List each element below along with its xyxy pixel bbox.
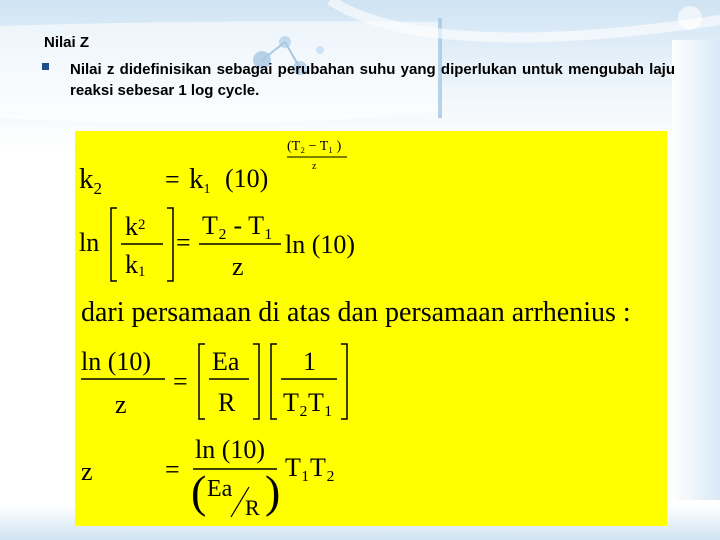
eq3-lhs-numerator: ln (10) (81, 347, 152, 376)
eq2-rhs-denominator: z (232, 252, 244, 281)
eq3-factor2-denominator: T₂T₁ (283, 388, 333, 417)
bullet-square-icon (42, 63, 49, 70)
eq2-rhs-ln: ln (10) (285, 230, 356, 259)
eq4-numerator: ln (10) (195, 435, 266, 464)
eq1-base: (10) (225, 164, 269, 193)
eq1-equals: = (165, 165, 180, 194)
eq3-factor2-numerator: 1 (303, 347, 316, 376)
slide-title: Nilai Z (44, 34, 90, 51)
eq4-open-paren: ( (191, 466, 207, 517)
eq3-equals: = (173, 367, 188, 396)
eq4-denominator-ea: Ea (207, 476, 233, 502)
eq1-lhs: $k_2$ (79, 163, 102, 198)
eq3-factor1-denominator: R (218, 388, 236, 417)
eq3-lhs-denominator: z (115, 390, 127, 419)
eq1-coef: k1 (189, 163, 211, 197)
eq2-equals: = (176, 228, 191, 257)
eq4-lhs: z (81, 457, 93, 486)
eq2-ln: ln (79, 228, 100, 257)
eq2-rhs-numerator: T₂ - T₁ (202, 211, 274, 240)
eq2-frac-denominator: k1 (125, 250, 146, 280)
eq4-equals: = (165, 455, 180, 484)
eq4-close-paren: ) (265, 466, 281, 517)
bullet-text: Nilai z didefinisikan sebagai perubahan suhu yang diperlukan untuk mengubah laju reaksi sebesar 1 log cycle. (70, 61, 675, 99)
eq1-exponent-denominator: z (312, 161, 317, 172)
arrhenius-sentence: dari persamaan di atas dan persamaan arrhenius : (81, 297, 631, 328)
eq1-exponent-numerator: (T₂ − T₁ ) (287, 139, 342, 154)
formula-panel (75, 131, 667, 526)
eq2-frac-numerator: $k^2$ (125, 212, 146, 241)
eq3-factor1-numerator: Ea (212, 347, 240, 376)
eq4-tail: T₁T₂ (285, 453, 335, 482)
formula-lines (75, 131, 667, 526)
eq4-denominator-r: R (245, 495, 260, 520)
